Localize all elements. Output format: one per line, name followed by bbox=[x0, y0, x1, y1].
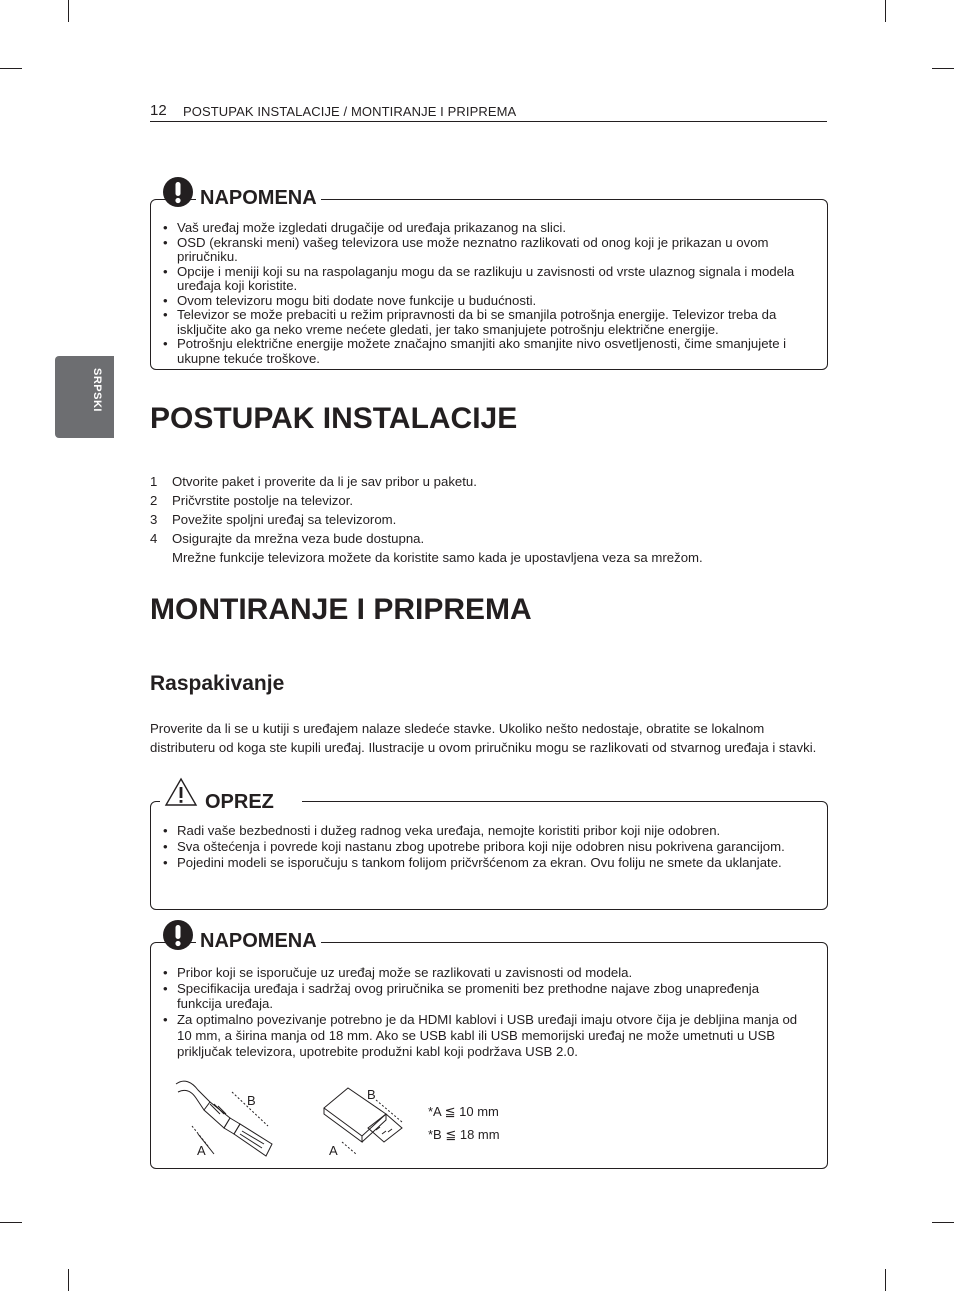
section-title: MONTIRANJE I PRIPREMA bbox=[150, 593, 532, 626]
language-tab-label: SRPSKI bbox=[91, 368, 103, 412]
subsection-title: Raspakivanje bbox=[150, 672, 285, 695]
list-item: • Potrošnju električne energije možete značajno smanjiti ako smanjite nivo osvetljenosti, čime smanjujete i ukupne tekuće troškove. bbox=[163, 337, 823, 366]
note-label: NAPOMENA bbox=[196, 187, 321, 210]
note-label: NAPOMENA bbox=[196, 930, 321, 953]
page-number: 12 bbox=[150, 102, 167, 119]
list-item: • Specifikacija uređaja i sadržaj ovog priručnika se promeniti bez prethodne najave zbog unapređenja funkcija uređaja. bbox=[163, 981, 803, 1012]
list-item: • Vaš uređaj može izgledati drugačije od uređaja prikazanog na slici. bbox=[163, 221, 823, 236]
crop-mark bbox=[932, 68, 954, 69]
caution-list bbox=[163, 823, 803, 871]
dimension-spec-a: *A ≦ 10 mm bbox=[428, 1104, 499, 1119]
note-list bbox=[163, 965, 803, 1059]
list-item: • Radi vaše bezbednosti i dužeg radnog veka uređaja, nemojte koristiti pribor koji nije odobren. bbox=[163, 823, 803, 839]
list-item: • Za optimalno povezivanje potrebno je da HDMI kablovi i USB uređaji imaju otvore čija je debljina manja od 10 mm, a širina manja od 18 mm. Ako se USB kabl ili USB memorijski uređaj ne može umetnuti u USB priključak televizora, upotrebite produžni kabl koji podržava USB 2.0. bbox=[163, 1012, 803, 1059]
dimension-label-b: B bbox=[367, 1087, 376, 1102]
caution-box bbox=[150, 801, 828, 910]
note-list bbox=[163, 221, 823, 366]
steps-list bbox=[150, 474, 703, 569]
crop-mark bbox=[932, 1222, 954, 1223]
header-rule bbox=[150, 121, 827, 122]
list-item: 1 Otvorite paket i proverite da li je sav pribor u paketu. bbox=[150, 474, 477, 489]
crop-mark bbox=[885, 0, 886, 22]
section-title: POSTUPAK INSTALACIJE bbox=[150, 402, 518, 435]
list-item: • Ovom televizoru mogu biti dodate nove funkcije u budućnosti. bbox=[163, 294, 823, 309]
dimension-label-a: A bbox=[197, 1143, 206, 1158]
list-item: • Opcije i meniji koji su na raspolaganju mogu da se razlikuju u zavisnosti od vrste ulaznog signala i modela uređaja koji koristite. bbox=[163, 265, 823, 294]
list-item: • Pojedini modeli se isporučuju s tankom folijom pričvršćenom za ekran. Ovu foliju ne smete da uklanjate. bbox=[163, 855, 803, 871]
step-note: Mrežne funkcije televizora možete da koristite samo kada je upostavljena veza sa mrežom. bbox=[172, 550, 703, 565]
dimension-spec-b: *B ≦ 18 mm bbox=[428, 1127, 500, 1142]
note-box bbox=[150, 199, 828, 370]
caution-label: OPREZ bbox=[201, 791, 278, 814]
crop-mark bbox=[885, 1269, 886, 1291]
crop-mark bbox=[68, 1269, 69, 1291]
warning-icon bbox=[164, 777, 198, 807]
running-title: POSTUPAK INSTALACIJE / MONTIRANJE I PRIPREMA bbox=[183, 104, 517, 119]
dimension-label-b: B bbox=[247, 1093, 256, 1108]
crop-mark bbox=[0, 68, 22, 69]
exclamation-icon bbox=[162, 919, 194, 951]
list-item: • OSD (ekranski meni) vašeg televizora use može neznatno razlikovati od onog koji je prikazan u ovom priručniku. bbox=[163, 236, 823, 265]
crop-mark bbox=[68, 0, 69, 22]
language-tab bbox=[55, 356, 114, 438]
list-item: 4 Osigurajte da mrežna veza bude dostupna. bbox=[150, 531, 425, 546]
intro-paragraph: Proverite da li se u kutiji s uređajem nalaze sledeće stavke. Ukoliko nešto nedostaje, obratite se lokalnom distributeru od koga ste kupili uređaj. Ilustracije u ovom priručniku mogu se razlikovati od stvarnog uređaja i stavki. bbox=[150, 721, 817, 755]
crop-mark bbox=[0, 1222, 22, 1223]
list-item: • Pribor koji se isporučuje uz uređaj može se razlikovati u zavisnosti od modela. bbox=[163, 965, 803, 981]
list-item: • Televizor se može prebaciti u režim pripravnosti da bi se smanjila potrošnja energije. Televizor treba da isključite ako ga neko vreme nećete gledati, jer tako smanjujete potrošnju električne energije. bbox=[163, 308, 823, 337]
list-item: • Sva oštećenja i povrede koji nastanu zbog upotrebe pribora koji nije odobren nisu pokrivena garancijom. bbox=[163, 839, 803, 855]
hdmi-connector-illustration bbox=[170, 1074, 290, 1160]
exclamation-icon bbox=[162, 176, 194, 208]
dimension-label-a: A bbox=[329, 1143, 338, 1158]
list-item: 2 Pričvrstite postolje na televizor. bbox=[150, 493, 354, 508]
list-item: 3 Povežite spoljni uređaj sa televizorom. bbox=[150, 512, 397, 527]
